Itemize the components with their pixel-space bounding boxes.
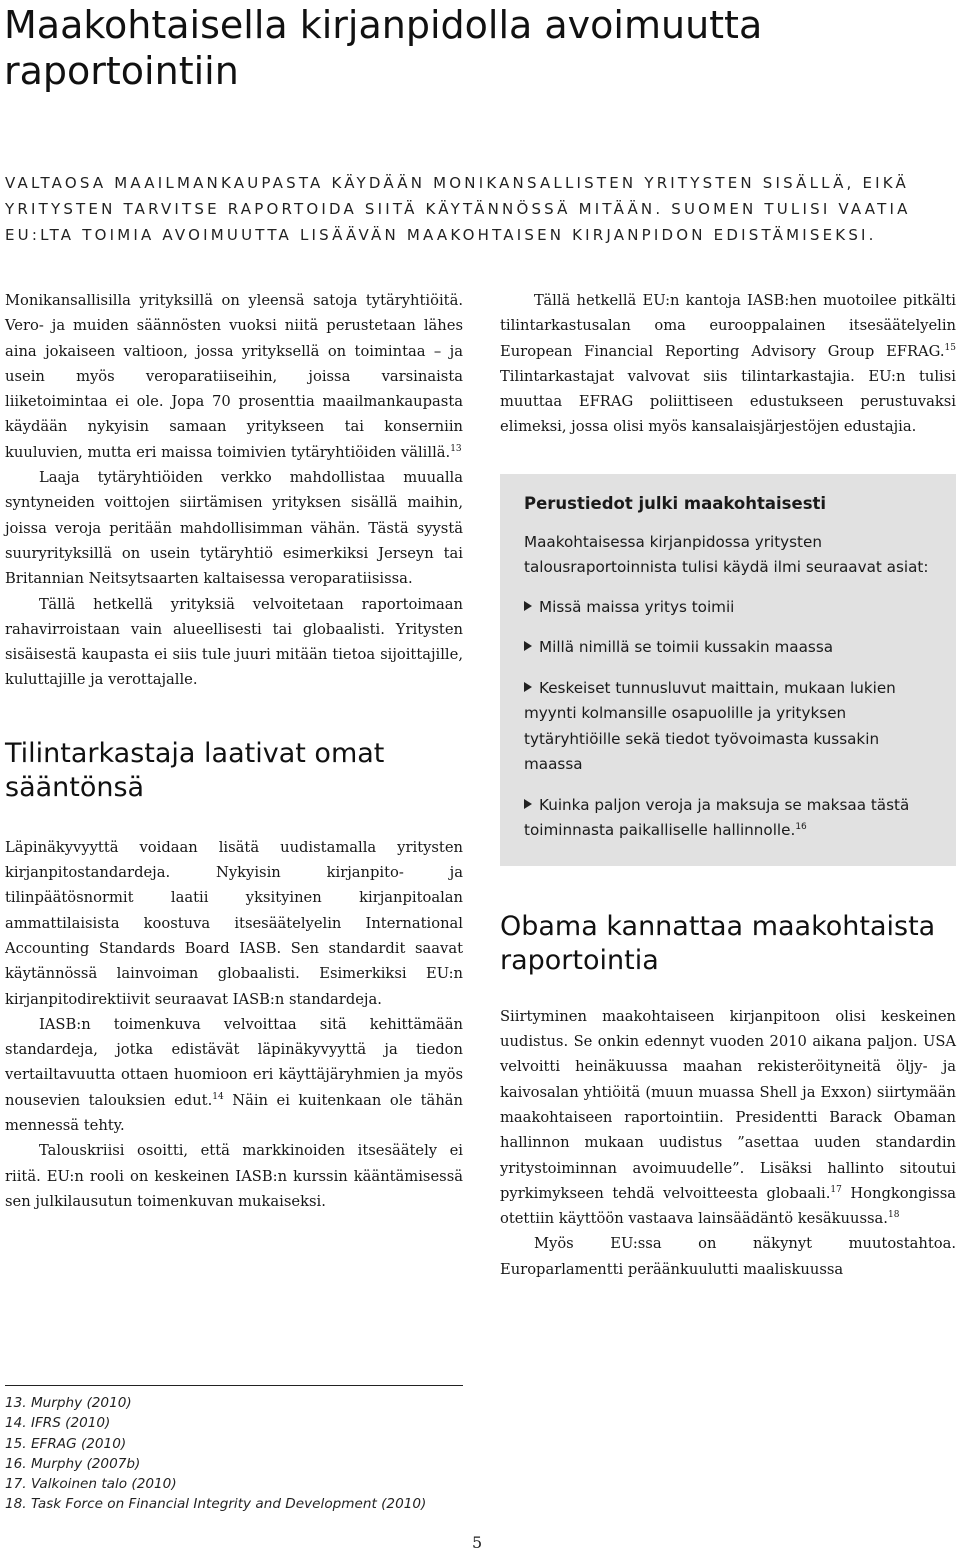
footnote-divider — [5, 1385, 463, 1386]
section-heading: Tilintarkastaja laativat omat sääntönsä — [5, 737, 385, 803]
footnote: 17. Valkoinen talo (2010) — [5, 1476, 177, 1493]
footnote: 13. Murphy (2010) — [5, 1395, 132, 1411]
paragraph-text: Tilintarkastajat valvovat siis tilintarkastajia. EU:n tulisi muuttaa EFRAG poliittiseen edustukseen perustuvaksi elimeksi, jossa olisi myös kansalaisjärjestöjen edustajia. — [500, 367, 956, 436]
footnote-ref: 18 — [887, 1210, 900, 1221]
body-paragraph: Talouskriisi osoitti, että markkinoiden itsesäätely ei riitä. EU:n rooli on keskeinen IASB:n kurssin kääntämisessä sen julkilausutun toimenkuvan mukaiseksi. — [5, 1142, 463, 1210]
paragraph-text: Siirtyminen maakohtaiseen kirjanpitoon olisi keskeinen uudistus. Se onkin edennyt vuoden 2010 aikana paljon. USA velvoitti heinäkuussa maahan rekisteröityneitä öljy- ja kaivosalan yhtiöitä (muun muassa Shell ja Exxon) siirtymään maakohtaiseen raportointiin. Presidentti Barack Obaman hallinnon mukaan uudistus ”asettaa uuden standardin yritystoiminnan avoimuudelle”. Lisäksi hallinto sitoutui pyrkimykseen tehdä velvoitteesta globaali. — [500, 1007, 956, 1202]
arrow-bullet-icon — [524, 641, 532, 651]
right-column — [500, 288, 956, 1282]
arrow-bullet-icon — [524, 601, 532, 611]
footnote-ref: 15 — [944, 342, 956, 353]
fact-box-title: Perustiedot julki maakohtaisesti — [524, 493, 827, 513]
paragraph-text: IASB:n toimenkuva velvoittaa sitä kehittämään standardeja, jotka edistävät läpinäkyvyyttä ja tiedon vertailtavuutta ottaen huomioon eri käyttäjäryhmien ja myös nousevien talouksien edut. — [5, 1015, 463, 1109]
paragraph-text: Hongkongissa otettiin käyttöön vastaava lainsäädäntö kesäkuussa. — [500, 1184, 956, 1228]
footnote-ref: 13 — [450, 443, 462, 454]
arrow-bullet-icon — [524, 682, 532, 692]
footnote-ref: 16 — [795, 822, 807, 833]
paragraph-text: Näin ei kuitenkaan ole tähän mennessä tehty. — [5, 1091, 463, 1135]
footnote: 15. EFRAG (2010) — [5, 1435, 127, 1452]
body-paragraph — [500, 1004, 956, 1232]
body-paragraph: Myös EU:ssa on näkynyt muutostahtoa. Europarlamentti peräänkuulutti maaliskuussa — [500, 1235, 956, 1278]
paragraph-text: Tällä hetkellä EU:n kantoja IASB:hen muotoilee pitkälti tilintarkastusalan oma eurooppalainen itsesäätelyelin European Financial Reporting Advisory Group EFRAG. — [500, 292, 956, 360]
section-heading: Obama kannattaa maakohtaista raportointia — [500, 910, 936, 976]
fact-item-text: Kuinka paljon veroja ja maksuja se maksaa tästä toiminnasta paikalliselle hallinnolle. — [524, 795, 910, 840]
lead-paragraph: VALTAOSA MAAILMANKAUPASTA KÄYDÄÄN MONIKANSALLISTEN YRITYSTEN SISÄLLÄ, EIKÄ YRITYSTEN TARVITSE RAPORTOIDA SIITÄ KÄYTÄNNÖSSÄ MITÄÄN. SUOMEN TULISI VAATIA EU:LTA TOIMIA AVOIMUUTTA LISÄÄVÄN MAAKOHTAISEN KIRJANPIDON EDISTÄMISEKSI. — [5, 174, 911, 244]
footnote-ref: 17 — [830, 1184, 842, 1195]
fact-item — [524, 676, 934, 778]
body-paragraph — [5, 1012, 463, 1138]
body-paragraph — [5, 288, 463, 465]
left-column — [5, 288, 463, 1214]
footnote: 14. IFRS (2010) — [5, 1415, 111, 1432]
body-paragraph — [500, 288, 956, 440]
fact-item-text: Keskeiset tunnusluvut maittain, mukaan lukien myynti kolmansille osapuolille ja yrityksen tytäryhtiöille sekä tiedot työvoimasta kussakin maassa — [524, 678, 896, 774]
page-title: Maakohtaisella kirjanpidolla avoimuutta raportointiin — [4, 3, 763, 93]
page-number: 5 — [472, 1533, 483, 1552]
body-paragraph: Läpinäkyvyyttä voidaan lisätä uudistamalla yritysten kirjanpitostandardeja. Nykyisin kirjanpito- ja tilinpäätösnormit laatii yksityinen kirjanpitoalan ammattilaisista koostuva itsesäätelyelin International Accounting Standards Board IASB. Sen standardit saavat käytännössä lainvoiman globaalisti. Esimerkiksi EU:n kirjanpitodirektiivit seuraavat IASB:n standardeja. — [5, 838, 463, 1008]
footnote-ref: 14 — [212, 1091, 224, 1102]
fact-item — [524, 595, 934, 621]
fact-item-text: Millä nimillä se toimii kussakin maassa — [539, 638, 834, 657]
body-paragraph: Laaja tytäryhtiöiden verkko mahdollistaa muualla syntyneiden voittojen siirtämisen yrityksen sisällä maihin, joissa veroja peritään mahdollisimman vähän. Tästä syystä suuryrityksillä on usein tytäryhtiö esimerkiksi Jerseyn tai Britannian Neitsytsaarten kaltaisessa veroparatiisissa. — [5, 469, 463, 588]
paragraph-text: Monikansallisilla yrityksillä on yleensä satoja tytäryhtiöitä. Vero- ja muiden säännösten vuoksi niitä perustetaan lähes aina jokaiseen valtioon, jossa yrityksellä on toimintaa – ja usein myös veroparatiiseihin, joissa varsinaista liiketoimintaa ei ole. Jopa 70 prosenttia maailmankaupasta käydään nykyisin samaan yritykseen tai konserniin kuuluvien, mutta eri maissa toimivien tytäryhtiöiden välillä. — [5, 292, 463, 461]
fact-item-text: Missä maissa yritys toimii — [539, 597, 735, 616]
fact-box — [500, 474, 956, 866]
footnotes — [5, 1393, 475, 1515]
fact-item — [524, 793, 934, 844]
arrow-bullet-icon — [524, 799, 532, 809]
fact-box-intro: Maakohtaisessa kirjanpidossa yritysten talousraportoinnista tulisi käydä ilmi seuraavat asiat: — [524, 532, 929, 577]
fact-item — [524, 635, 934, 661]
body-paragraph: Tällä hetkellä yrityksiä velvoitetaan raportoimaan rahavirroistaan vain alueellisesti tai globaalisti. Yritysten sisäisestä kaupasta ei siis tule juuri mitään tietoa sijoittajille, kuluttajille ja verottajalle. — [5, 595, 463, 689]
footnote: 18. Task Force on Financial Integrity and Development (2010) — [5, 1496, 427, 1513]
footnote: 16. Murphy (2007b) — [5, 1455, 141, 1472]
